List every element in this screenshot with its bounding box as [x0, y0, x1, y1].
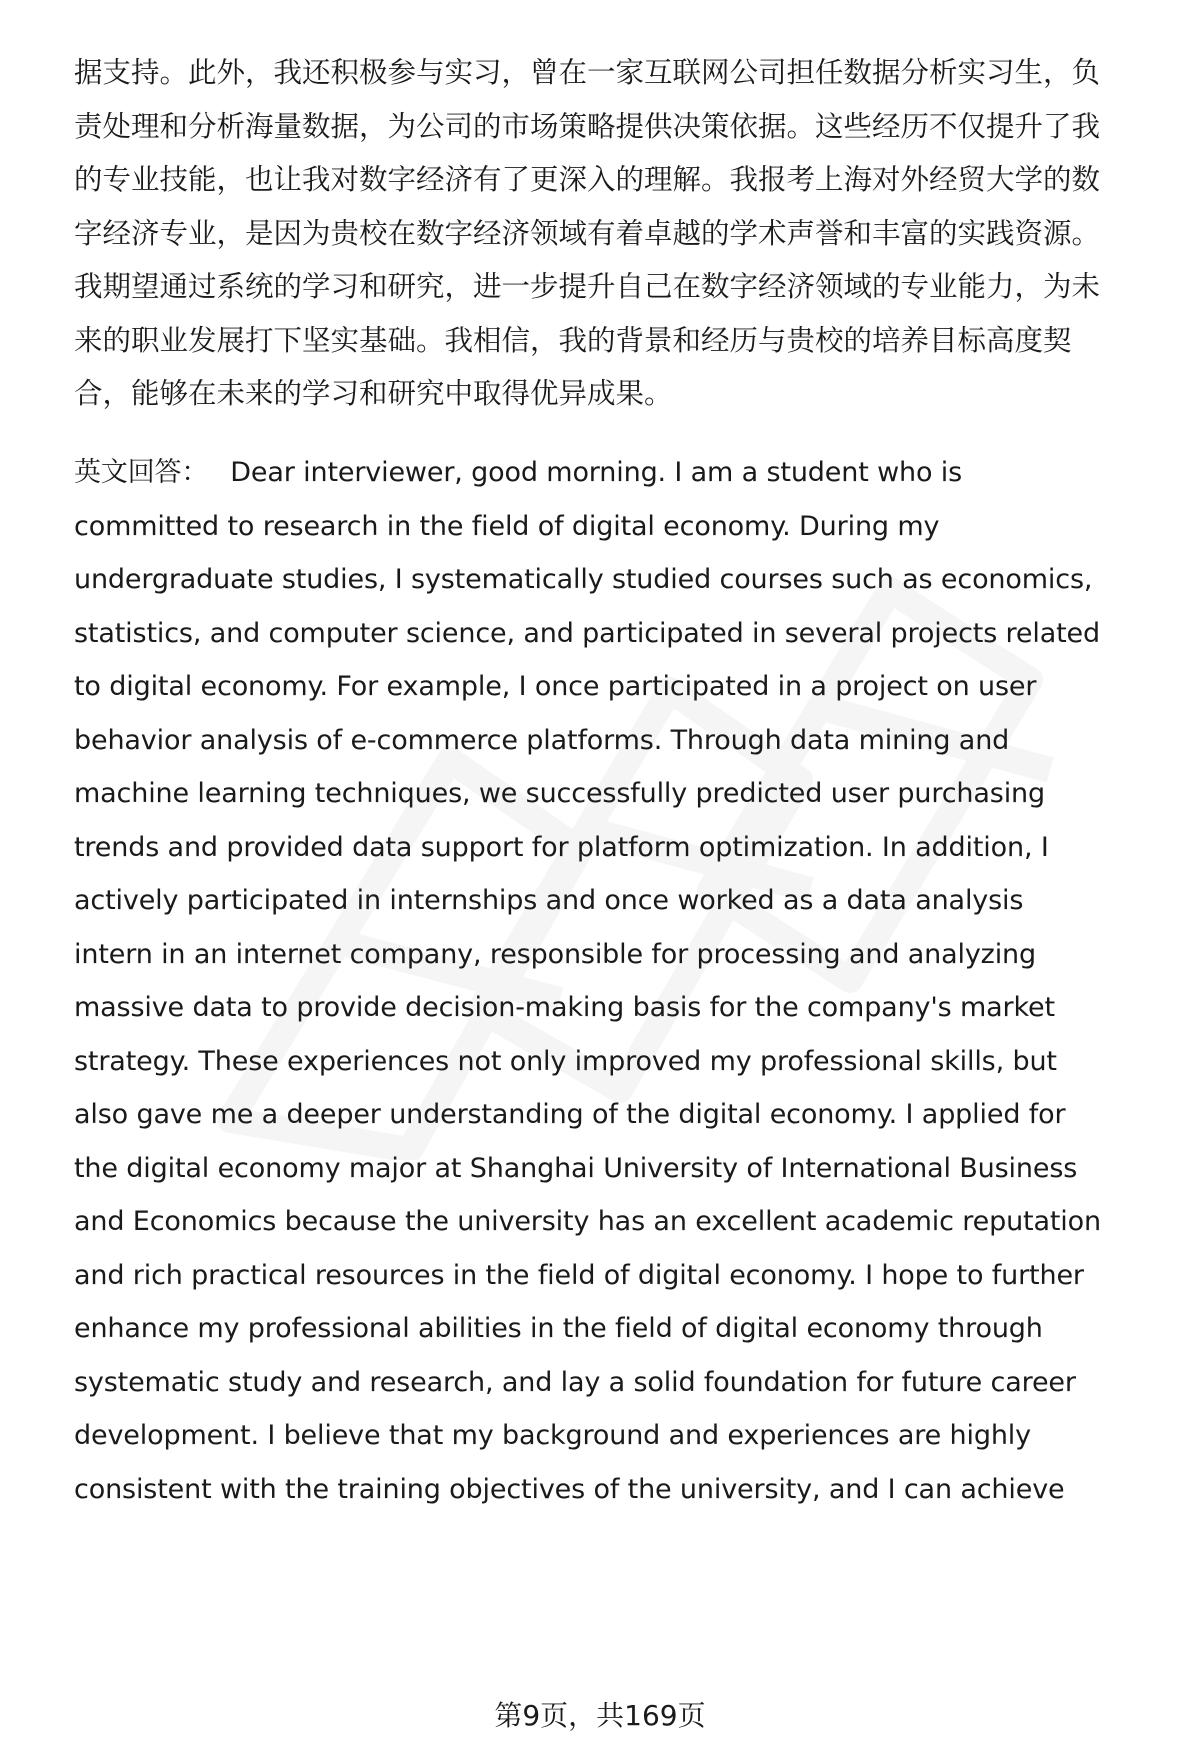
english-answer-first-line: [74, 453, 962, 493]
chinese-text-line: 据支持。此外，我还积极参与实习，曾在一家互联网公司担任数据分析实习生，负: [74, 56, 1101, 89]
english-text-line: enhance my professional abilities in the field of digital economy through: [74, 1313, 1043, 1344]
english-text-line: trends and provided data support for platform optimization. In addition, I: [74, 832, 1049, 863]
english-text-line: the digital economy major at Shanghai University of International Business: [74, 1153, 1078, 1184]
english-text-line: undergraduate studies, I systematically studied courses such as economics,: [74, 564, 1093, 595]
english-text-line: committed to research in the field of digital economy. During my: [74, 511, 940, 542]
page-number: 第9页，共169页: [494, 1699, 706, 1732]
english-text-line: Dear interviewer, good morning. I am a student who is: [230, 457, 963, 488]
english-text-line: intern in an internet company, responsible for processing and analyzing: [74, 939, 1036, 970]
english-answer-label: 英文回答：: [74, 457, 209, 488]
chinese-text-line: 合，能够在未来的学习和研究中取得优异成果。: [74, 377, 673, 410]
english-text-line: behavior analysis of e-commerce platforms. Through data mining and: [74, 725, 1010, 756]
english-text-line: and Economics because the university has an excellent academic reputation: [74, 1206, 1101, 1237]
chinese-text-line: 责处理和分析海量数据，为公司的市场策略提供决策依据。这些经历不仅提升了我: [74, 110, 1101, 143]
chinese-text-line: 字经济专业，是因为贵校在数字经济领域有着卓越的学术声誉和丰富的实践资源。: [74, 217, 1101, 250]
chinese-text-line: 的专业技能，也让我对数字经济有了更深入的理解。我报考上海对外经贸大学的数: [74, 163, 1101, 196]
english-text-line: to digital economy. For example, I once participated in a project on user: [74, 671, 1037, 702]
english-text-line: statistics, and computer science, and participated in several projects related: [74, 618, 1101, 649]
english-text-line: also gave me a deeper understanding of the digital economy. I applied for: [74, 1099, 1066, 1130]
english-text-line: machine learning techniques, we successfully predicted user purchasing: [74, 778, 1045, 809]
chinese-text-line: 来的职业发展打下坚实基础。我相信，我的背景和经历与贵校的培养目标高度契: [74, 324, 1072, 357]
english-text-line: development. I believe that my background and experiences are highly: [74, 1420, 1031, 1451]
english-text-line: strategy. These experiences not only improved my professional skills, but: [74, 1046, 1057, 1077]
english-text-line: consistent with the training objectives of the university, and I can achieve: [74, 1474, 1065, 1505]
english-text-line: and rich practical resources in the field of digital economy. I hope to further: [74, 1260, 1084, 1291]
chinese-text-line: 我期望通过系统的学习和研究，进一步提升自己在数字经济领域的专业能力，为未: [74, 270, 1101, 303]
english-text-line: systematic study and research, and lay a solid foundation for future career: [74, 1367, 1076, 1398]
english-text-line: actively participated in internships and once worked as a data analysis: [74, 885, 1024, 916]
english-text-line: massive data to provide decision-making basis for the company's market: [74, 992, 1055, 1023]
